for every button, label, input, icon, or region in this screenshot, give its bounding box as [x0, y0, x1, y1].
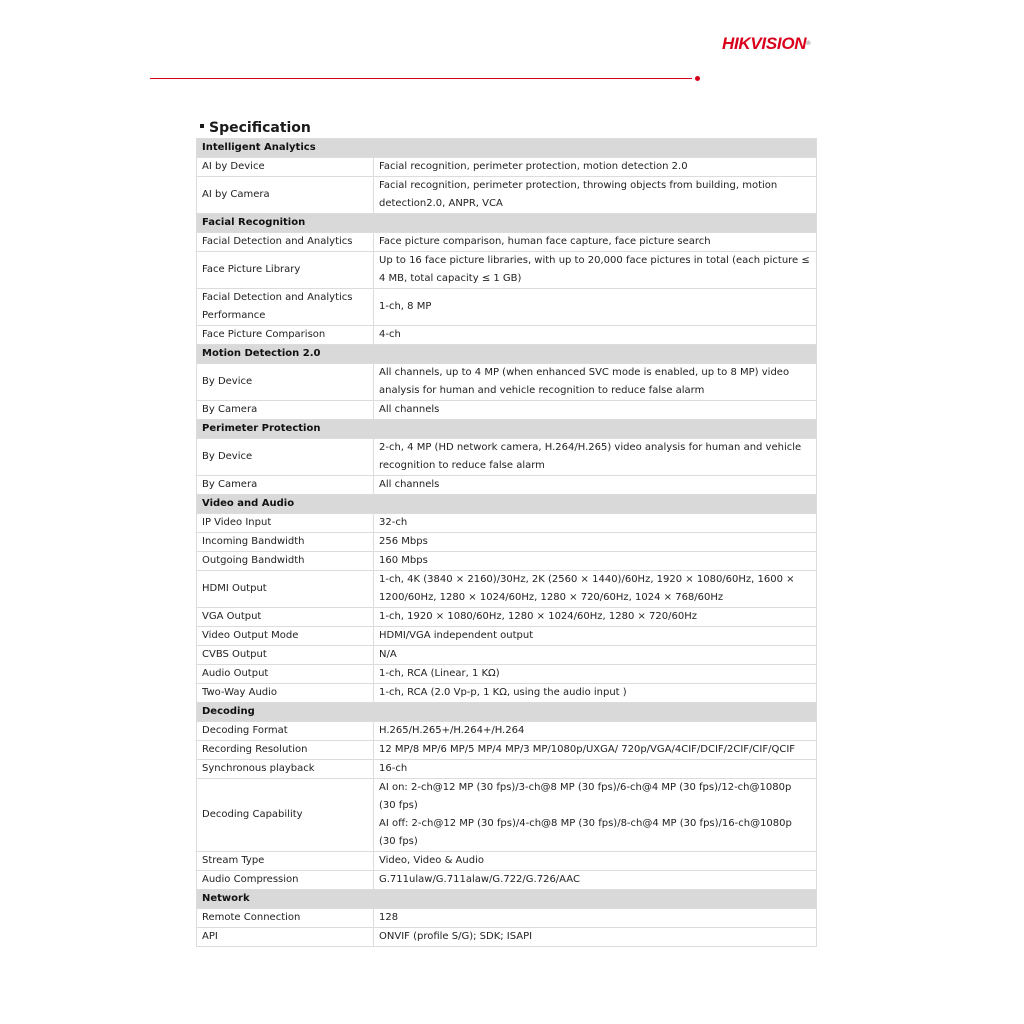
- spec-label: HDMI Output: [197, 571, 374, 608]
- spec-value: 4-ch: [374, 326, 817, 345]
- section-header: [197, 139, 817, 158]
- spec-value: All channels, up to 4 MP (when enhanced SVC mode is enabled, up to 8 MP) video analysis for human and vehicle recognition to reduce false alarm: [374, 364, 817, 401]
- table-row: [197, 552, 817, 571]
- table-row: [197, 722, 817, 741]
- spec-label: By Device: [197, 364, 374, 401]
- spec-value: 1-ch, 1920 × 1080/60Hz, 1280 × 1024/60Hz, 1280 × 720/60Hz: [374, 608, 817, 627]
- spec-label: AI by Camera: [197, 177, 374, 214]
- spec-value: [374, 779, 817, 852]
- spec-label: Outgoing Bandwidth: [197, 552, 374, 571]
- spec-value: 1-ch, 4K (3840 × 2160)/30Hz, 2K (2560 × 1440)/60Hz, 1920 × 1080/60Hz, 1600 × 1200/60Hz, 1280 × 1024/60Hz, 1280 × 720/60Hz, 1024 × 768/60Hz: [374, 571, 817, 608]
- table-row: [197, 571, 817, 608]
- spec-label: CVBS Output: [197, 646, 374, 665]
- table-row: [197, 627, 817, 646]
- table-row: [197, 533, 817, 552]
- spec-label: IP Video Input: [197, 514, 374, 533]
- logo-text-hik: HIK: [722, 34, 751, 53]
- spec-label: Facial Detection and Analytics: [197, 233, 374, 252]
- specification-table: [196, 138, 817, 947]
- spec-value: 1-ch, RCA (2.0 Vp-p, 1 KΩ, using the audio input ): [374, 684, 817, 703]
- table-row: [197, 646, 817, 665]
- header-divider: [150, 78, 692, 79]
- table-row: [197, 476, 817, 495]
- spec-value: Facial recognition, perimeter protection, throwing objects from building, motion detection2.0, ANPR, VCA: [374, 177, 817, 214]
- spec-value: 128: [374, 909, 817, 928]
- page-title: [200, 118, 311, 138]
- spec-label: Synchronous playback: [197, 760, 374, 779]
- section-title: Perimeter Protection: [197, 420, 817, 439]
- table-row: [197, 852, 817, 871]
- section-header: [197, 345, 817, 364]
- table-row: [197, 252, 817, 289]
- spec-label: Recording Resolution: [197, 741, 374, 760]
- spec-value: Face picture comparison, human face capture, face picture search: [374, 233, 817, 252]
- section-title: Network: [197, 890, 817, 909]
- table-row: [197, 158, 817, 177]
- spec-value: 2-ch, 4 MP (HD network camera, H.264/H.265) video analysis for human and vehicle recognition to reduce false alarm: [374, 439, 817, 476]
- header-divider-dot: [695, 76, 700, 81]
- registered-mark: ®: [806, 41, 811, 47]
- spec-label: Decoding Format: [197, 722, 374, 741]
- spec-label: By Device: [197, 439, 374, 476]
- page-title-text: Specification: [209, 120, 311, 136]
- table-row: [197, 909, 817, 928]
- spec-value: 12 MP/8 MP/6 MP/5 MP/4 MP/3 MP/1080p/UXGA/ 720p/VGA/4CIF/DCIF/2CIF/CIF/QCIF: [374, 741, 817, 760]
- spec-value: N/A: [374, 646, 817, 665]
- table-row: [197, 760, 817, 779]
- hikvision-logo: [722, 34, 810, 54]
- table-row: [197, 684, 817, 703]
- section-header: [197, 495, 817, 514]
- spec-label: API: [197, 928, 374, 947]
- spec-label: Video Output Mode: [197, 627, 374, 646]
- spec-value: Facial recognition, perimeter protection, motion detection 2.0: [374, 158, 817, 177]
- spec-value: 256 Mbps: [374, 533, 817, 552]
- spec-value: All channels: [374, 401, 817, 420]
- spec-label: Face Picture Comparison: [197, 326, 374, 345]
- section-title: Intelligent Analytics: [197, 139, 817, 158]
- spec-label: Incoming Bandwidth: [197, 533, 374, 552]
- section-title: Motion Detection 2.0: [197, 345, 817, 364]
- section-title: Decoding: [197, 703, 817, 722]
- spec-value: G.711ulaw/G.711alaw/G.722/G.726/AAC: [374, 871, 817, 890]
- table-row: [197, 779, 817, 852]
- spec-value-line: AI off: 2-ch@12 MP (30 fps)/4-ch@8 MP (30 fps)/8-ch@4 MP (30 fps)/16-ch@1080p (30 fps): [379, 818, 792, 847]
- spec-value: HDMI/VGA independent output: [374, 627, 817, 646]
- spec-label: Audio Output: [197, 665, 374, 684]
- spec-label: AI by Device: [197, 158, 374, 177]
- spec-label: By Camera: [197, 476, 374, 495]
- table-row: [197, 741, 817, 760]
- spec-value: Up to 16 face picture libraries, with up to 20,000 face pictures in total (each picture ≤ 4 MB, total capacity ≤ 1 GB): [374, 252, 817, 289]
- spec-label: Face Picture Library: [197, 252, 374, 289]
- table-row: [197, 289, 817, 326]
- spec-value: 16-ch: [374, 760, 817, 779]
- table-row: [197, 233, 817, 252]
- spec-label: By Camera: [197, 401, 374, 420]
- table-row: [197, 871, 817, 890]
- table-row: [197, 326, 817, 345]
- spec-label: Stream Type: [197, 852, 374, 871]
- spec-label: Decoding Capability: [197, 779, 374, 852]
- table-row: [197, 514, 817, 533]
- table-row: [197, 364, 817, 401]
- spec-value: H.265/H.265+/H.264+/H.264: [374, 722, 817, 741]
- spec-value: All channels: [374, 476, 817, 495]
- spec-value: 1-ch, RCA (Linear, 1 KΩ): [374, 665, 817, 684]
- spec-value: Video, Video & Audio: [374, 852, 817, 871]
- section-title: Facial Recognition: [197, 214, 817, 233]
- spec-value: 160 Mbps: [374, 552, 817, 571]
- spec-value-line: AI on: 2-ch@12 MP (30 fps)/3-ch@8 MP (30 fps)/6-ch@4 MP (30 fps)/12-ch@1080p (30 fps): [379, 782, 792, 811]
- spec-label: Two-Way Audio: [197, 684, 374, 703]
- spec-value: 32-ch: [374, 514, 817, 533]
- table-row: [197, 928, 817, 947]
- section-header: [197, 890, 817, 909]
- spec-value: 1-ch, 8 MP: [374, 289, 817, 326]
- bullet-icon: [200, 124, 204, 128]
- table-row: [197, 608, 817, 627]
- spec-label: Remote Connection: [197, 909, 374, 928]
- spec-label: Facial Detection and Analytics Performance: [197, 289, 374, 326]
- table-row: [197, 665, 817, 684]
- section-title: Video and Audio: [197, 495, 817, 514]
- section-header: [197, 420, 817, 439]
- logo-text-vision: VISION: [750, 34, 807, 53]
- section-header: [197, 214, 817, 233]
- table-row: [197, 439, 817, 476]
- section-header: [197, 703, 817, 722]
- spec-label: Audio Compression: [197, 871, 374, 890]
- table-row: [197, 401, 817, 420]
- spec-value: ONVIF (profile S/G); SDK; ISAPI: [374, 928, 817, 947]
- table-row: [197, 177, 817, 214]
- spec-label: VGA Output: [197, 608, 374, 627]
